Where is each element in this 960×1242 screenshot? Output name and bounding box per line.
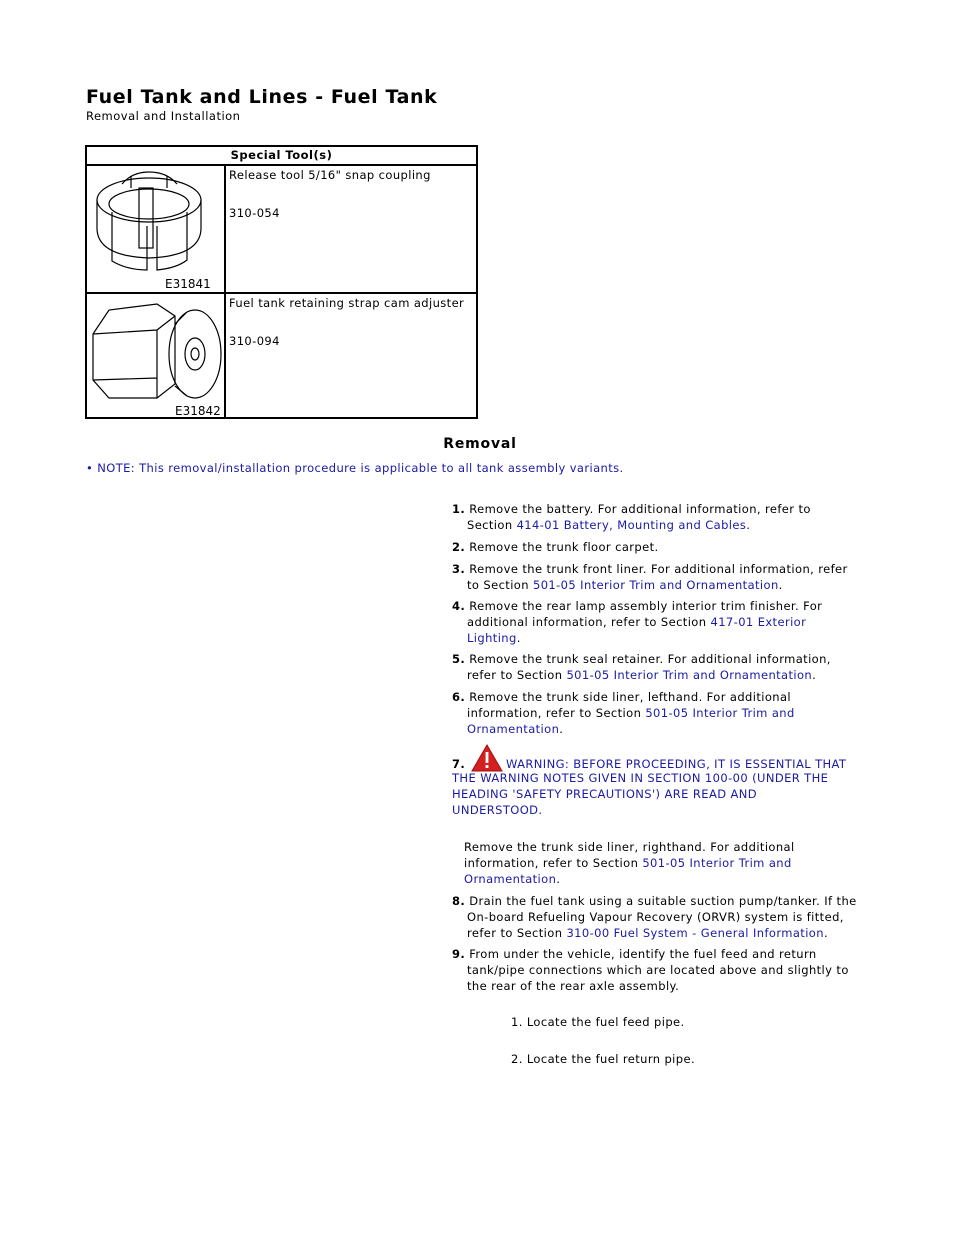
warning-text: WARNING: BEFORE PROCEEDING, IT IS ESSENTIAL THAT xyxy=(506,757,847,771)
special-tools-heading: Special Tool(s) xyxy=(87,147,476,166)
step-text: Remove the trunk seal retainer. For additional information, xyxy=(469,652,831,666)
section-link[interactable]: 310-00 Fuel System - General Information xyxy=(566,926,824,940)
page-subtitle: Removal and Installation xyxy=(86,109,241,123)
step-number: 8. xyxy=(452,894,466,908)
page-title: Fuel Tank and Lines - Fuel Tank xyxy=(86,86,438,108)
tool-name: Release tool 5/16" snap coupling xyxy=(229,168,431,182)
step-5 xyxy=(452,651,882,683)
step-number: 5. xyxy=(452,652,466,666)
step-2 xyxy=(452,539,882,555)
step-text: Drain the fuel tank using a suitable suction pump/tanker. If the xyxy=(469,894,857,908)
step-text: From under the vehicle, identify the fuel feed and return xyxy=(469,947,817,961)
step-6 xyxy=(452,689,882,737)
step-3 xyxy=(452,561,882,593)
step-text: Remove the rear lamp assembly interior trim finisher. For xyxy=(469,599,823,613)
section-link[interactable]: 501-05 Interior Trim and Ornamentation xyxy=(566,668,813,682)
section-link[interactable]: Ornamentation xyxy=(464,872,557,886)
section-link[interactable]: 501-05 Interior Trim and xyxy=(645,706,795,720)
step-text: . xyxy=(559,722,564,736)
section-link[interactable]: Lighting xyxy=(467,631,517,645)
tool-image-label: E31841 xyxy=(165,277,211,291)
step-text: Remove the trunk side liner, lefthand. For additional xyxy=(469,690,792,704)
step-number: 4. xyxy=(452,599,466,613)
special-tools-table xyxy=(85,145,478,419)
substep-1: 1. Locate the fuel feed pipe. xyxy=(511,1015,685,1029)
section-heading-removal: Removal xyxy=(443,436,517,452)
step-text: . xyxy=(556,872,561,886)
step-text: Section xyxy=(467,518,517,532)
step-text: Remove the trunk floor carpet. xyxy=(469,540,659,554)
section-link[interactable]: Ornamentation xyxy=(467,722,560,736)
step-text: Remove the trunk side liner, righthand. For additional xyxy=(464,840,795,854)
step-text: the rear of the rear axle assembly. xyxy=(467,979,680,993)
step-number: 6. xyxy=(452,690,466,704)
step-text: additional information, refer to Section xyxy=(467,615,711,629)
section-link[interactable]: 501-05 Interior Trim and xyxy=(642,856,792,870)
warning-triangle-icon xyxy=(471,744,503,772)
step-4 xyxy=(452,598,882,646)
tool-image-label: E31842 xyxy=(175,404,221,418)
tool-name: Fuel tank retaining strap cam adjuster xyxy=(229,296,465,310)
warning-text: HEADING 'SAFETY PRECAUTIONS') ARE READ AND xyxy=(452,787,758,801)
step-text: . xyxy=(778,578,783,592)
step-text: information, refer to Section xyxy=(467,706,646,720)
warning-text: UNDERSTOOD. xyxy=(452,803,543,817)
step-text: . xyxy=(812,668,817,682)
tool-image-cam-adjuster xyxy=(87,294,226,419)
step-text: tank/pipe connections which are located above and slightly to xyxy=(467,963,849,977)
step-number: 7. xyxy=(452,757,466,771)
step-number: 9. xyxy=(452,947,466,961)
tool-number: 310-054 xyxy=(229,206,280,220)
step-text: Remove the trunk front liner. For additional information, refer xyxy=(469,562,848,576)
step-text: information, refer to Section xyxy=(464,856,643,870)
snap-coupling-tool-icon xyxy=(87,166,224,292)
note-text: • NOTE: This removal/installation procedure is applicable to all tank assembly variants. xyxy=(86,461,624,475)
step-number: 3. xyxy=(452,562,466,576)
substep-2: 2. Locate the fuel return pipe. xyxy=(511,1052,696,1066)
step-text: Remove the battery. For additional information, refer to xyxy=(469,502,811,516)
section-link[interactable]: 501-05 Interior Trim and Ornamentation xyxy=(532,578,779,592)
tool-number: 310-094 xyxy=(229,334,280,348)
step-text: refer to Section xyxy=(467,668,567,682)
section-link[interactable]: 414-01 Battery, Mounting and Cables xyxy=(516,518,747,532)
step-number: 1. xyxy=(452,502,466,516)
step-text: refer to Section xyxy=(467,926,567,940)
tool-image-release-tool xyxy=(87,166,226,292)
step-text: . xyxy=(516,631,521,645)
step-7 xyxy=(452,744,892,818)
cam-adjuster-tool-icon xyxy=(87,294,224,419)
step-text: . xyxy=(746,518,751,532)
section-link[interactable]: 417-01 Exterior xyxy=(710,615,807,629)
step-text: to Section xyxy=(467,578,533,592)
step-text: On-board Refueling Vapour Recovery (ORVR) system is fitted, xyxy=(467,910,844,924)
step-7-body xyxy=(464,839,894,887)
warning-text: THE WARNING NOTES GIVEN IN SECTION 100-00 (UNDER THE xyxy=(452,771,829,785)
step-text: . xyxy=(823,926,828,940)
step-8 xyxy=(452,893,882,941)
step-number: 2. xyxy=(452,540,466,554)
step-1 xyxy=(452,501,882,533)
step-9 xyxy=(452,946,882,994)
